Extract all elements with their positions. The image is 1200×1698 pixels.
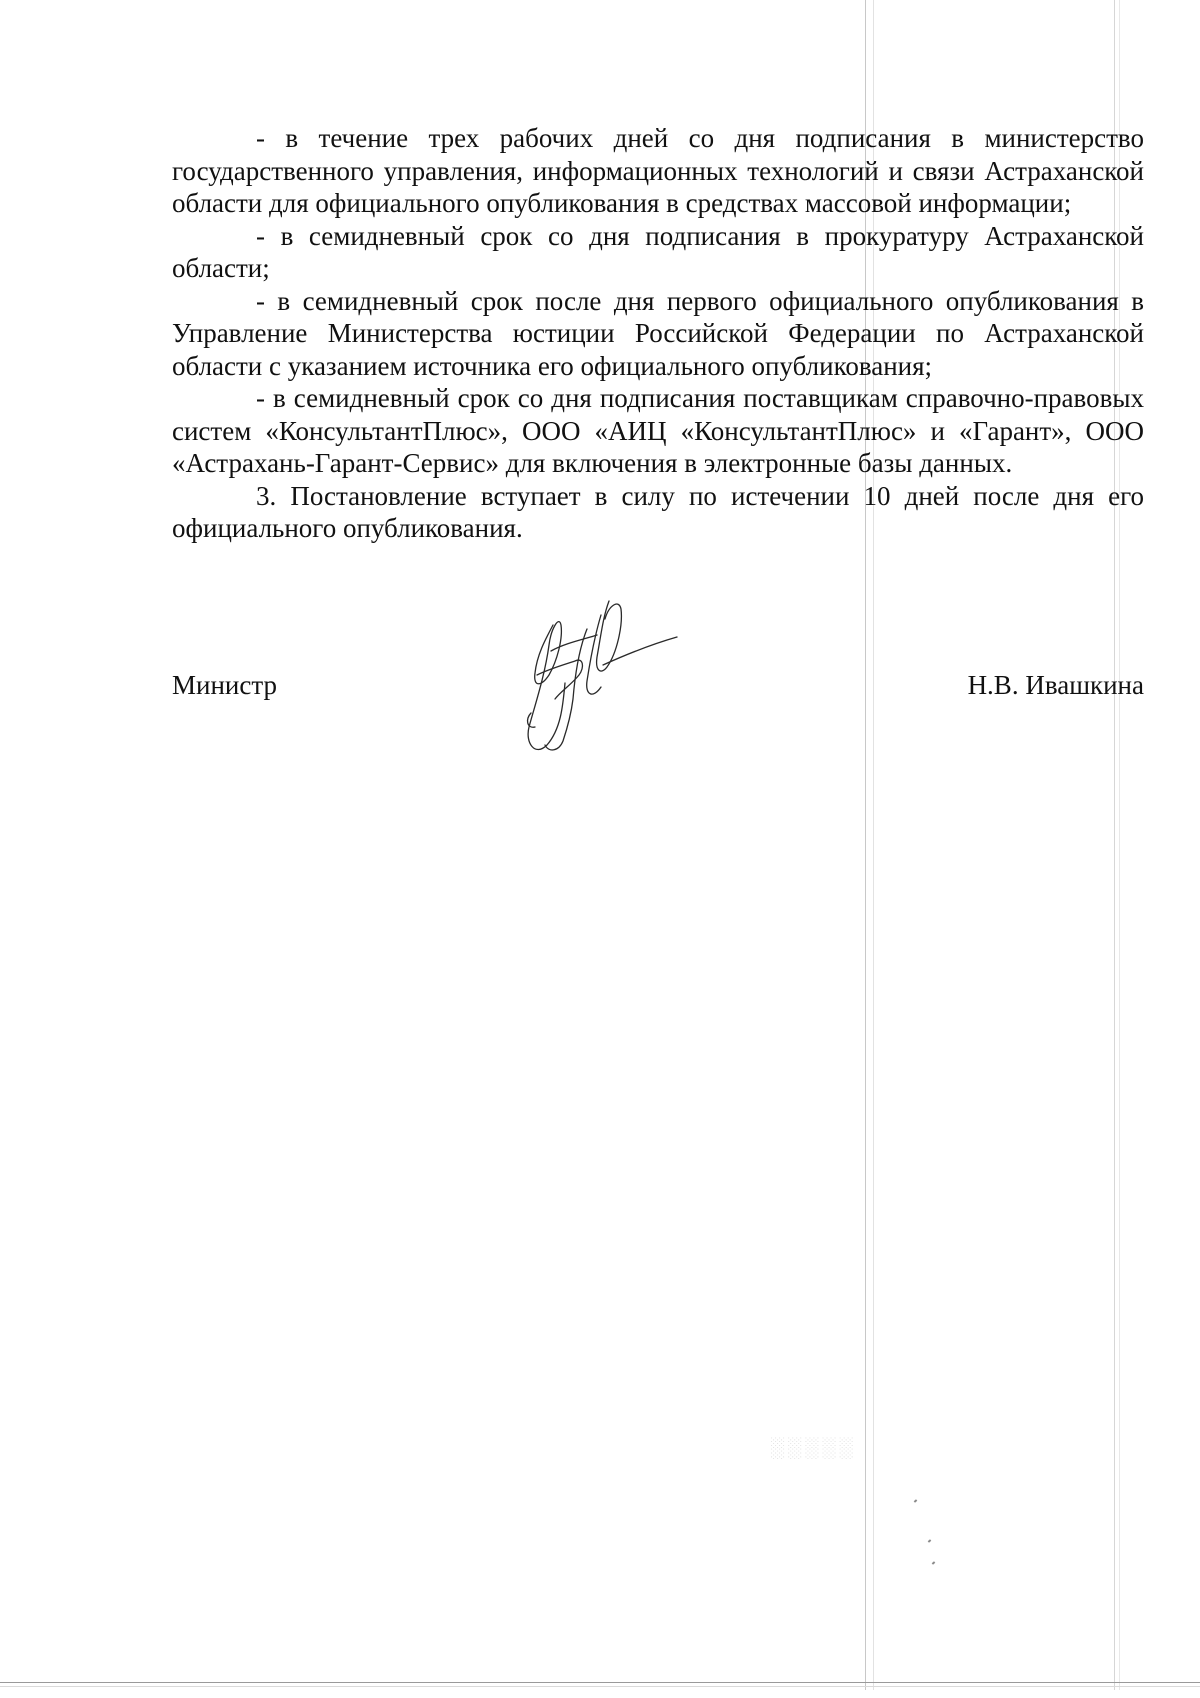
handwritten-signature: [505, 595, 685, 765]
paragraph-ministry-of-justice: - в семидневный срок после дня первого официального опубликования в Управление Министерства юстиции Российской Федерации по Астраханской области с указанием источника его официального опубликования;: [172, 285, 1144, 381]
scan-speck: [932, 1561, 936, 1564]
scan-artifact-line: [0, 1686, 1200, 1687]
document-body: [172, 122, 1144, 545]
faint-stamp-mark: ░░░░░: [770, 1437, 856, 1459]
scan-speck: [914, 1499, 918, 1502]
paragraph-entry-into-force: 3. Постановление вступает в силу по истечении 10 дней после дня его официального опубликования.: [172, 480, 1144, 543]
paragraph-prosecutor: - в семидневный срок со дня подписания в прокуратуру Астраханской области;: [172, 220, 1144, 283]
scan-artifact-line: [0, 1682, 1200, 1683]
paragraph-publication-media: - в течение трех рабочих дней со дня подписания в министерство государственного управления, информационных технологий и связи Астраханской области для официального опубликования в средствах массовой информации;: [172, 123, 1144, 218]
scan-speck: [928, 1539, 932, 1542]
paragraph-legal-systems: - в семидневный срок со дня подписания поставщикам справочно-правовых систем «КонсультантПлюс», ООО «АИЦ «КонсультантПлюс» и «Гарант», ООО «Астрахань-Гарант-Сервис» для включения в электронные базы данных.: [172, 383, 1144, 478]
signer-position: Министр: [172, 670, 277, 700]
signer-name: Н.В. Ивашкина: [967, 670, 1144, 700]
